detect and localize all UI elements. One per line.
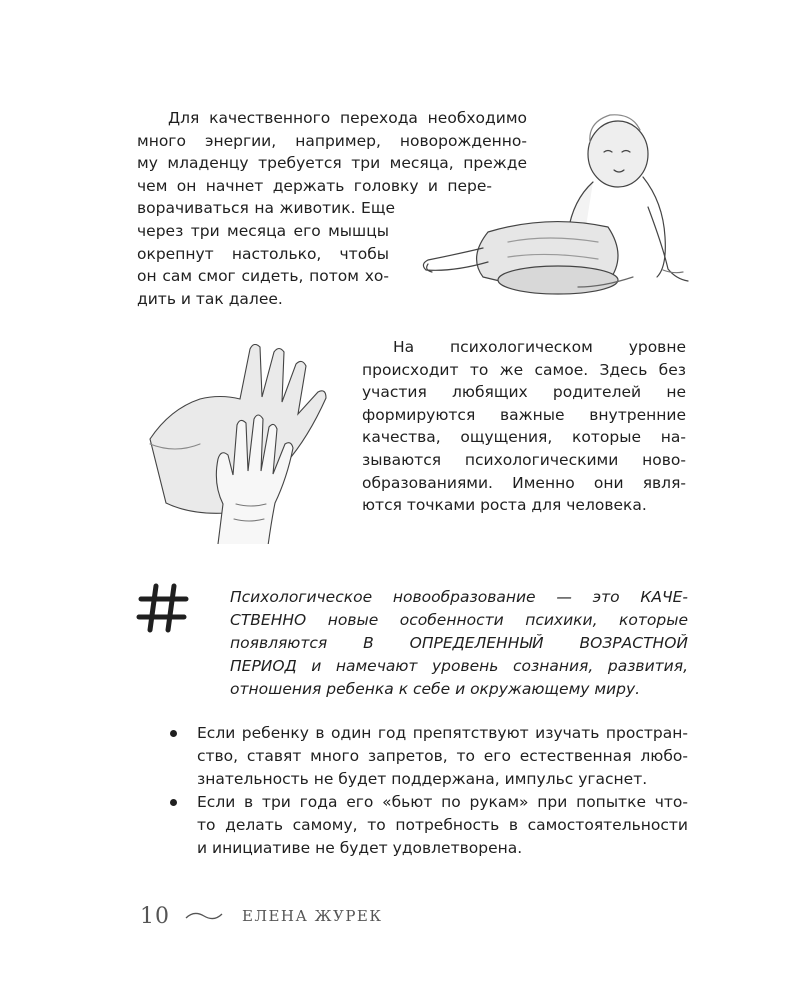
definition-quote xyxy=(230,586,688,701)
bullet-icon xyxy=(170,730,177,737)
intro-line: чем он начнет держать головку и пере- xyxy=(137,176,492,195)
psych-paragraph xyxy=(362,336,686,517)
tilde-ornament-icon xyxy=(184,910,224,922)
psych-line: происходит то же самое. Здесь без xyxy=(362,360,686,379)
intro-line: Для качественного перехода необходимо xyxy=(168,109,527,127)
quote-line: появляются В ОПРЕДЕЛЕННЫЙ ВОЗРАСТНОЙ xyxy=(230,634,688,652)
intro-line: му младенцу требуется три месяца, прежде xyxy=(137,154,527,173)
baby-illustration xyxy=(418,112,690,304)
list-item xyxy=(168,722,688,791)
psych-line: качества, ощущения, которые на- xyxy=(362,428,686,447)
bullet-line: Если в три года его «бьют по рукам» при попытке что- xyxy=(197,793,688,811)
bullet-icon xyxy=(170,799,177,806)
bullet-line: и инициативе не будет удовлетворена. xyxy=(197,839,523,857)
intro-line: окрепнут настолько, чтобы xyxy=(137,244,389,263)
bullet-list xyxy=(168,722,688,860)
intro-line: много энергии, например, новорожденно- xyxy=(137,131,527,150)
bullet-line: Если ребенку в один год препятствуют изучать простран- xyxy=(197,724,688,742)
quote-line: Психологическое новообразование — это КАЧЕ- xyxy=(230,588,688,606)
list-item xyxy=(168,791,688,860)
intro-line: ворачиваться на животик. Еще xyxy=(137,199,395,218)
quote-line: СТВЕННО новые особенности психики, которые xyxy=(230,611,688,629)
intro-line: дить и так далее. xyxy=(137,289,283,308)
hash-icon xyxy=(136,580,192,636)
page-footer xyxy=(140,901,382,931)
bullet-line: знательность не будет поддержана, импульс угаснет. xyxy=(197,770,648,788)
intro-line: он сам смог сидеть, потом хо- xyxy=(137,267,389,286)
page-number: 10 xyxy=(140,903,170,929)
psych-line: ются точками роста для человека. xyxy=(362,496,647,515)
psych-line: На психологическом уровне xyxy=(393,338,686,356)
psych-line: участия любящих родителей не xyxy=(362,383,686,402)
psych-line: зываются психологическими ново- xyxy=(362,450,686,469)
bullet-line: то делать самому, то потребность в самостоятельности xyxy=(197,816,688,834)
psych-line: формируются важные внутренние xyxy=(362,405,686,424)
psych-line: образованиями. Именно они явля- xyxy=(362,473,686,492)
hands-illustration xyxy=(148,344,340,544)
quote-line: отношения ребенка к себе и окружающему миру. xyxy=(230,680,641,698)
author-name: ЕЛЕНА ЖУРЕК xyxy=(242,907,383,925)
bullet-line: ство, ставят много запретов, то его естественная любо- xyxy=(197,747,688,765)
quote-line: ПЕРИОД и намечают уровень сознания, развития, xyxy=(230,657,688,675)
intro-line: через три месяца его мышцы xyxy=(137,221,389,240)
